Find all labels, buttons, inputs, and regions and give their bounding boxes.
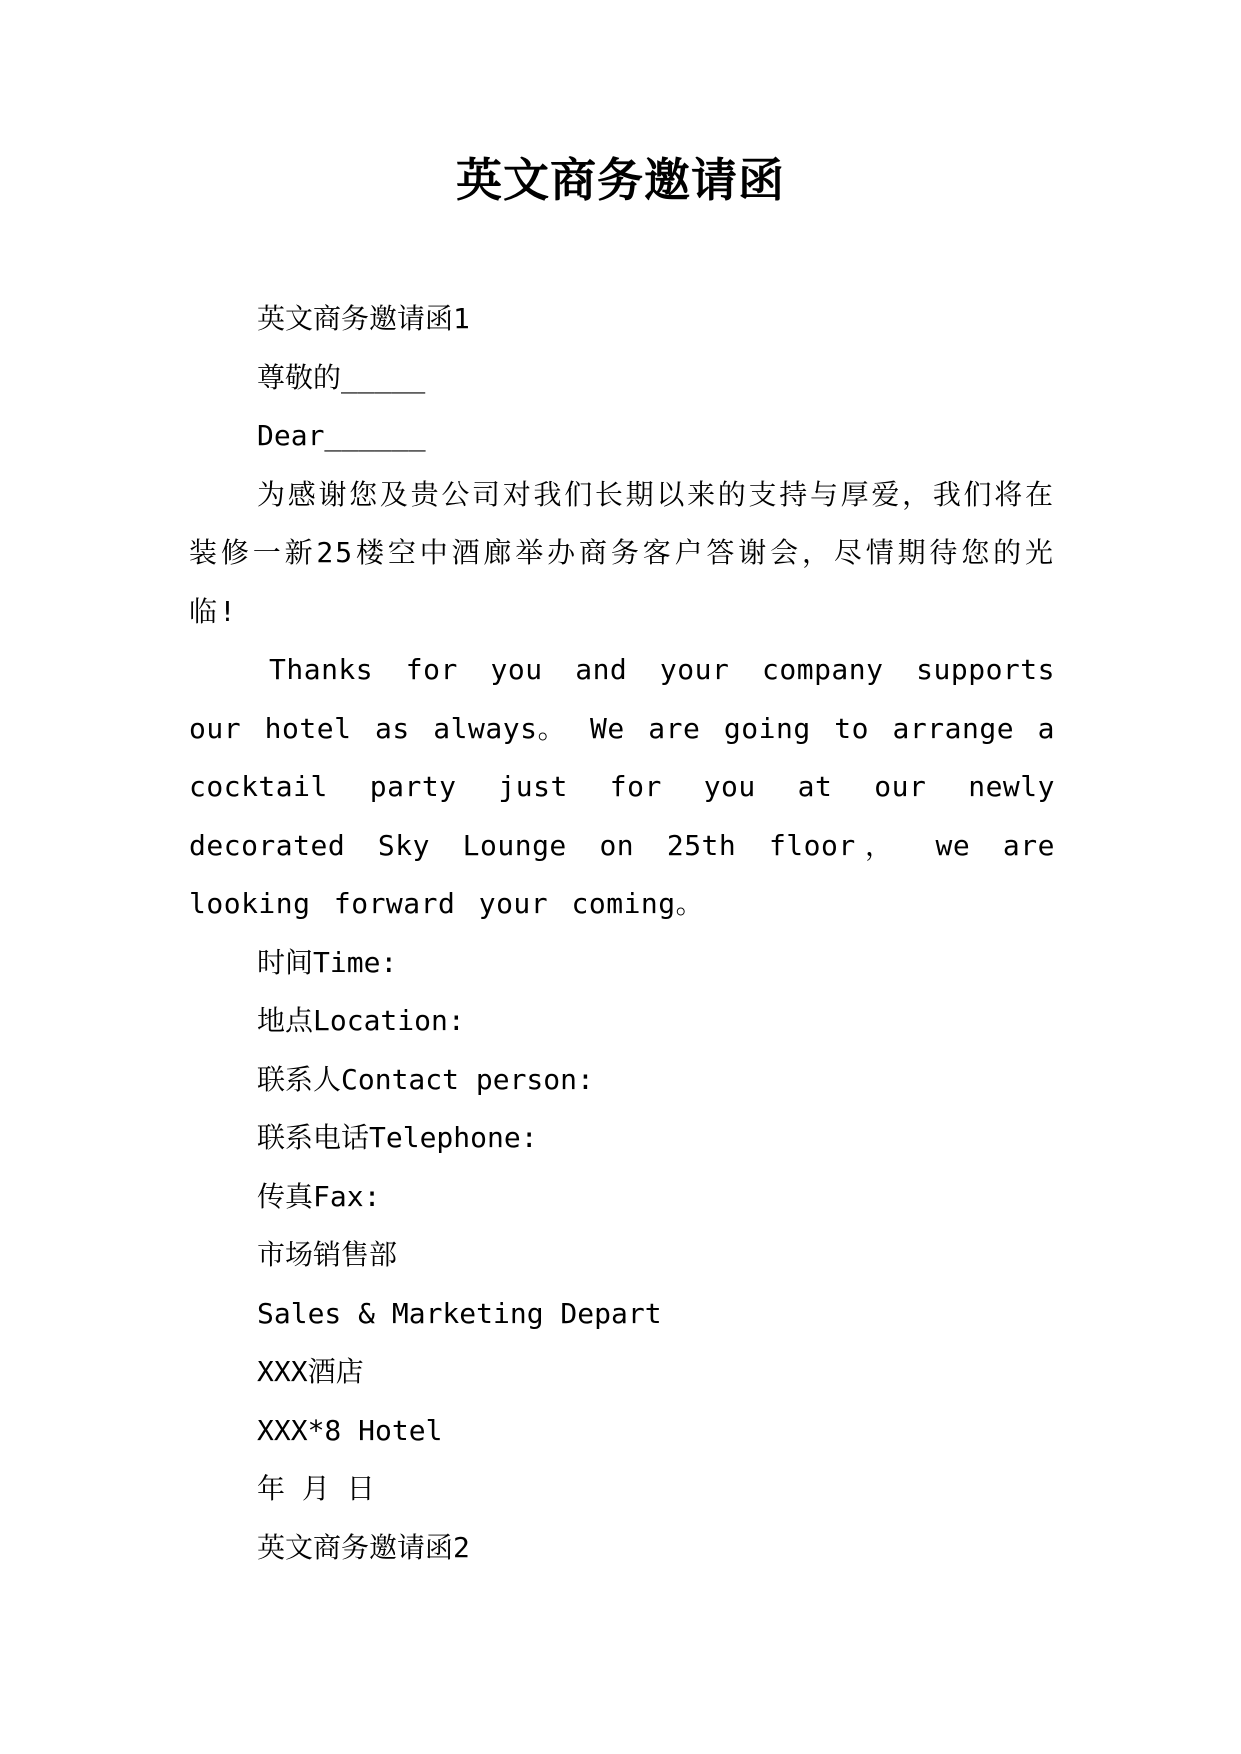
paragraph-en: Thanks for you and your company supports our hotel as always。 We are going to arrange a cocktail party just for you at our newly decorated Sky Lounge on 25th floor， we are looking forward your coming。 — [189, 653, 1055, 920]
section1-heading: 英文商务邀请函1 — [257, 302, 470, 335]
contact-person-field: 联系人Contact person: — [257, 1062, 594, 1096]
time-field: 时间Time: — [257, 945, 398, 979]
section2-heading: 英文商务邀请函2 — [257, 1530, 470, 1564]
department-en: Sales & Marketing Depart — [257, 1296, 662, 1330]
hotel-cn: XXX酒店 — [257, 1355, 364, 1388]
telephone-field: 联系电话Telephone: — [257, 1121, 538, 1154]
location-field: 地点Location: — [257, 1004, 465, 1037]
document-body — [189, 290, 1055, 1577]
document-title: 英文商务邀请函 — [456, 153, 785, 207]
date-line: 年 月 日 — [257, 1472, 375, 1505]
salutation-cn: 尊敬的_____ — [257, 360, 426, 394]
department-cn: 市场销售部 — [257, 1238, 398, 1271]
paragraph-cn: 为感谢您及贵公司对我们长期以来的支持与厚爱，我们将在装修一新25楼空中酒廊举办商务客户答谢会，尽情期待您的光临! — [189, 477, 1055, 628]
hotel-en: XXX*8 Hotel — [257, 1413, 443, 1447]
salutation-en: Dear______ — [257, 419, 426, 452]
fax-field: 传真Fax: — [257, 1179, 381, 1213]
